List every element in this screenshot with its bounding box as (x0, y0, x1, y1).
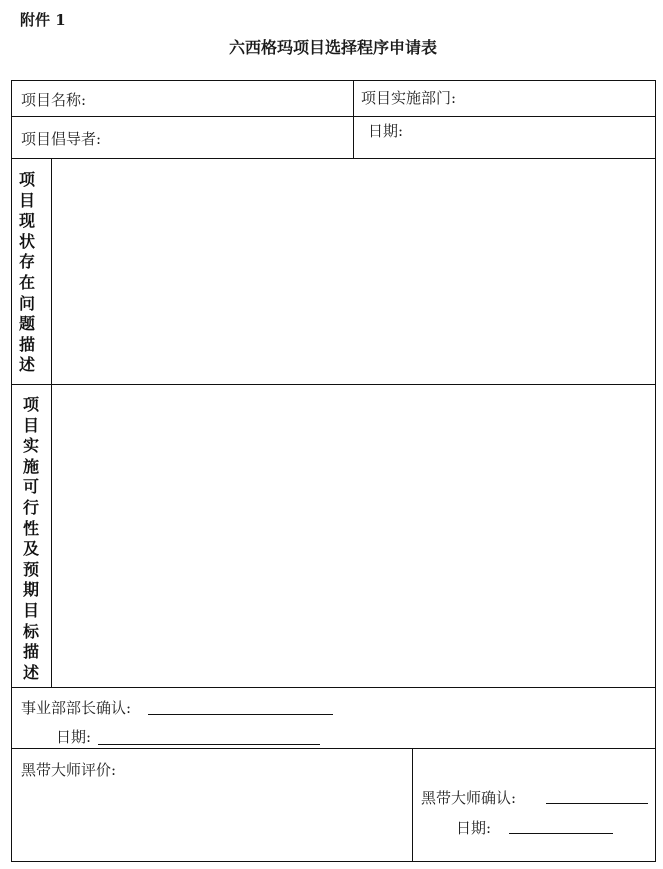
blackbelt-date-line[interactable] (509, 833, 613, 834)
vertical-label-char: 述 (18, 355, 35, 375)
vertical-label-char: 实 (22, 436, 39, 456)
vertical-label-char: 目 (22, 415, 39, 435)
blackbelt-evaluation-field[interactable] (13, 780, 411, 860)
director-signature-line[interactable] (148, 714, 333, 715)
column-divider (353, 80, 354, 158)
sponsor-label: 项目倡导者: (21, 130, 102, 148)
project-name-label: 项目名称: (21, 91, 87, 109)
page-title: 六西格玛项目选择程序申请表 (228, 38, 437, 57)
vertical-label-char: 现 (18, 211, 35, 231)
vertical-label-char: 在 (18, 272, 35, 292)
vertical-label-char: 标 (22, 621, 39, 641)
row-divider (11, 158, 656, 159)
vertical-label-char: 项 (22, 395, 39, 414)
vertical-label-char: 行 (22, 497, 39, 517)
problem-description-field[interactable] (53, 160, 654, 383)
row-divider (11, 384, 656, 385)
vertical-label-char: 状 (18, 231, 35, 251)
blackbelt-confirm-label: 黑带大师确认: (421, 789, 517, 807)
vertical-label-char: 施 (22, 456, 39, 476)
sponsor-field[interactable] (115, 118, 350, 157)
label-column-divider (51, 158, 52, 687)
date-field[interactable] (420, 118, 653, 157)
row-divider (11, 116, 656, 117)
vertical-label-char: 目 (18, 190, 35, 210)
vertical-label-char: 期 (22, 580, 39, 600)
director-confirm-label: 事业部部长确认: (21, 699, 132, 717)
department-label: 项目实施部门: (361, 89, 457, 107)
vertical-label-char: 问 (18, 293, 35, 313)
vertical-label-char: 预 (22, 559, 39, 579)
vertical-label-char: 性 (22, 518, 39, 538)
attachment-label: 附件 1 (20, 11, 66, 29)
director-date-label: 日期: (56, 728, 92, 746)
row-divider (11, 748, 656, 749)
department-field[interactable] (475, 82, 653, 115)
row-divider (11, 687, 656, 688)
problem-description-label (15, 170, 39, 376)
vertical-label-char: 存 (18, 252, 35, 272)
blackbelt-signature-line[interactable] (546, 803, 648, 804)
vertical-label-char: 描 (22, 642, 39, 662)
vertical-label-char: 项 (18, 170, 35, 189)
feasibility-description-field[interactable] (53, 386, 654, 686)
date-label: 日期: (368, 122, 404, 140)
vertical-label-char: 描 (18, 334, 35, 354)
project-name-field[interactable] (100, 82, 350, 115)
blackbelt-date-label: 日期: (456, 819, 492, 837)
feasibility-description-label (19, 395, 43, 683)
vertical-label-char: 题 (18, 314, 35, 334)
vertical-label-char: 述 (22, 662, 39, 682)
blackbelt-evaluation-label: 黑带大师评价: (21, 761, 117, 779)
director-date-line[interactable] (98, 744, 320, 745)
vertical-label-char: 可 (22, 477, 39, 497)
column-divider (412, 748, 413, 862)
vertical-label-char: 目 (22, 600, 39, 620)
vertical-label-char: 及 (22, 539, 39, 559)
